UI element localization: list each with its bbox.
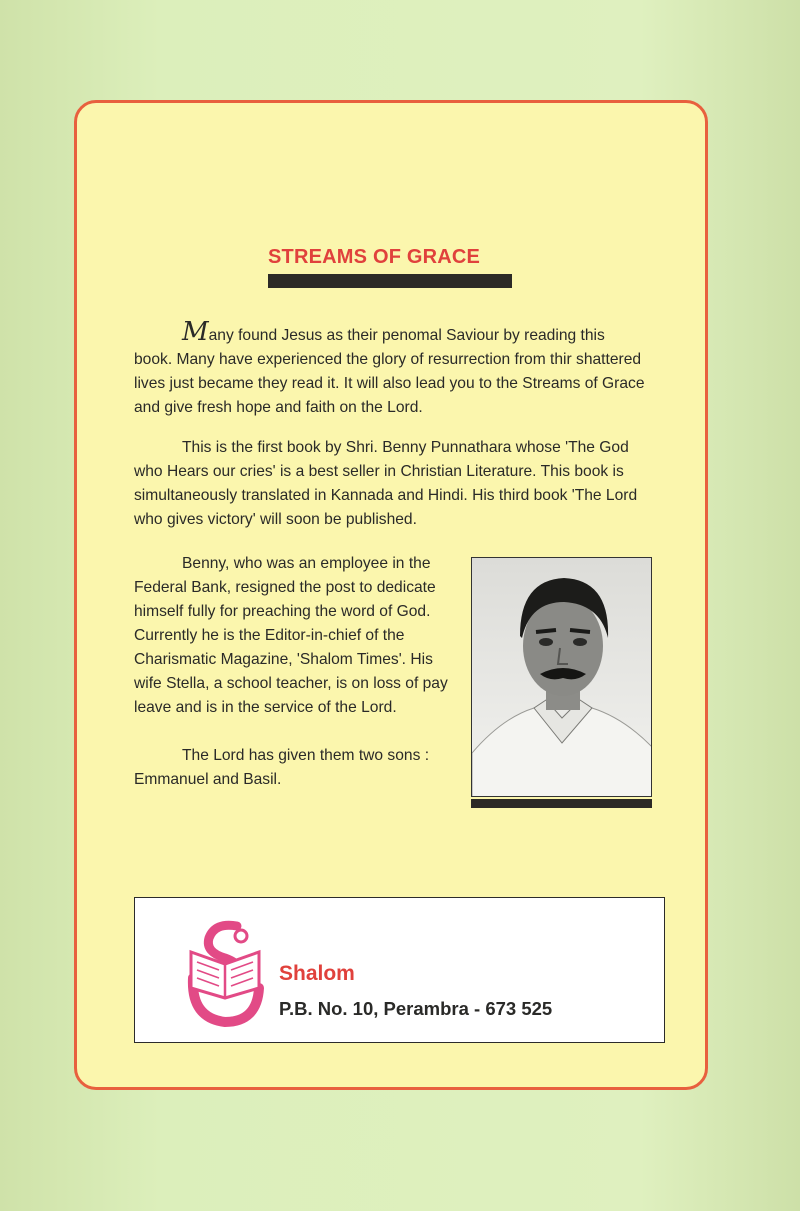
publisher-name: Shalom [279, 962, 355, 985]
photo-underline-bar [471, 799, 652, 808]
author-books-text: This is the first book by Shri. Benny Punnathara whose 'The God who Hears our cries' is a best seller in Christian Literature. This book is simultaneously translated in Kannada and Hindi. His third book 'The Lord who gives victory' will soon be published. [134, 439, 638, 528]
shalom-logo-icon [185, 918, 267, 1030]
intro-paragraph-text: any found Jesus as their penomal Saviour by reading this book. Many have experienced the glory of resurrection from thir shattered lives just became they read it. It will also lead you to the Streams of Grace and give fresh hope and faith on the Lord. [134, 327, 645, 416]
publisher-address: P.B. No. 10, Perambra - 673 525 [279, 998, 553, 1019]
author-books-paragraph [134, 436, 646, 532]
author-portrait-icon [472, 558, 652, 797]
intro-paragraph [134, 317, 646, 420]
drop-cap: M [182, 317, 209, 347]
author-photo [471, 557, 652, 797]
author-bio-paragraph [134, 552, 464, 720]
family-text: The Lord has given them two sons : Emmanuel and Basil. [134, 747, 430, 788]
title-underline-bar [268, 274, 512, 288]
family-paragraph [134, 744, 464, 792]
book-title-heading: STREAMS OF GRACE [268, 246, 481, 268]
author-bio-text: Benny, who was an employee in the Federal Bank, resigned the post to dedicate himself fully for preaching the word of God. Currently he is the Editor-in-chief of the Charismatic Magazine, 'Shalom Times'. His wife Stella, a school teacher, is on loss of pay leave and is in the service of the Lord. [134, 555, 448, 716]
